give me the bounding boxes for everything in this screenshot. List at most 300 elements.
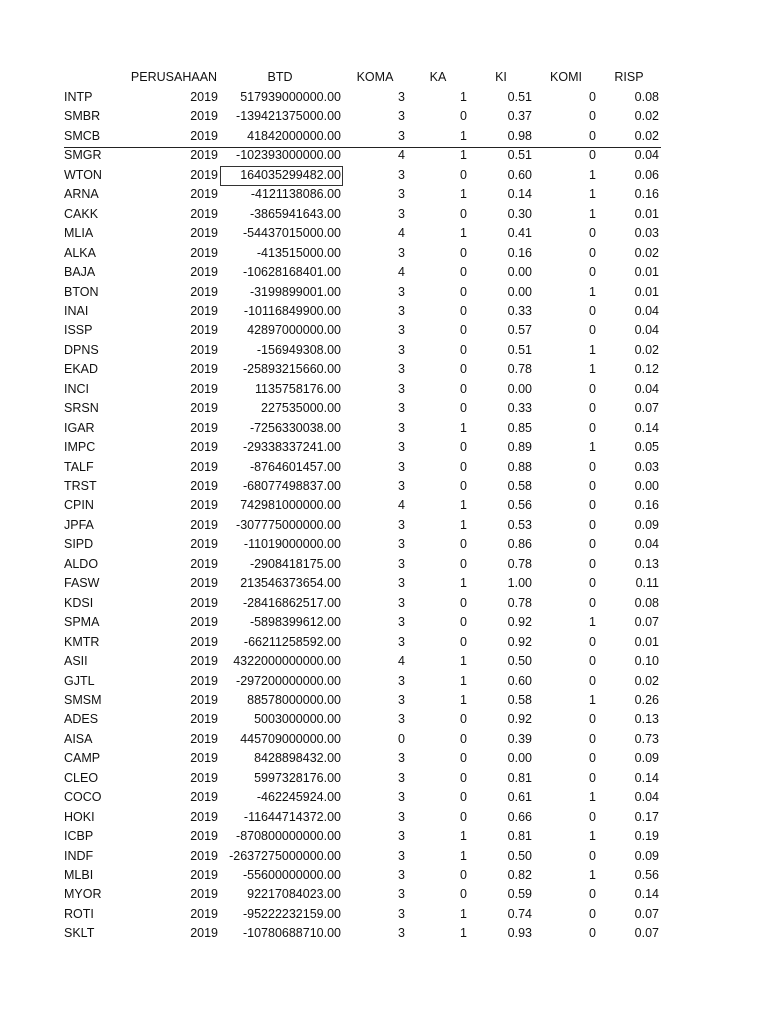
komi-cell[interactable]: 0	[589, 265, 596, 280]
company-cell[interactable]: ISSP	[64, 323, 93, 338]
company-cell[interactable]: ARNA	[64, 187, 99, 202]
risp-cell[interactable]: 0.17	[634, 809, 659, 824]
komi-cell[interactable]: 1	[589, 868, 596, 882]
btd-cell[interactable]: -413515000.00	[256, 245, 341, 260]
ki-cell[interactable]: 0.59	[507, 887, 532, 902]
koma-cell[interactable]: 3	[398, 245, 405, 260]
company-cell[interactable]: ROTI	[64, 906, 94, 921]
header-btd[interactable]: BTD	[267, 70, 293, 84]
year-cell[interactable]: 2019	[190, 595, 218, 610]
year-cell[interactable]: 2019	[190, 90, 218, 104]
ka-cell[interactable]: 0	[460, 459, 467, 474]
ki-cell[interactable]: 0.16	[507, 245, 532, 260]
koma-cell[interactable]: 3	[398, 342, 405, 357]
btd-cell[interactable]: 4322000000000.00	[233, 654, 341, 669]
risp-cell[interactable]: 0.13	[634, 712, 659, 727]
ka-cell[interactable]: 0	[460, 401, 467, 416]
koma-cell[interactable]: 3	[398, 284, 405, 299]
ka-cell[interactable]: 0	[460, 809, 467, 824]
year-cell[interactable]: 2019	[190, 284, 218, 299]
year-cell[interactable]: 2019	[190, 751, 218, 766]
btd-cell[interactable]: -462245924.00	[256, 790, 341, 805]
ka-cell[interactable]: 1	[460, 128, 467, 143]
btd-cell[interactable]: -297200000000.00	[236, 673, 341, 688]
komi-cell[interactable]: 0	[589, 420, 596, 435]
year-cell[interactable]: 2019	[190, 556, 218, 571]
ki-cell[interactable]: 0.51	[507, 148, 532, 163]
komi-cell[interactable]: 0	[589, 848, 596, 863]
ka-cell[interactable]: 0	[460, 440, 467, 455]
ki-cell[interactable]: 0.98	[507, 128, 532, 143]
btd-cell[interactable]: -29338337241.00	[242, 440, 341, 455]
risp-cell[interactable]: 0.07	[634, 401, 659, 416]
ka-cell[interactable]: 0	[460, 323, 467, 338]
year-cell[interactable]: 2019	[190, 770, 218, 785]
year-cell[interactable]: 2019	[190, 809, 218, 824]
komi-cell[interactable]: 0	[589, 906, 596, 921]
komi-cell[interactable]: 0	[589, 576, 596, 591]
risp-cell[interactable]: 0.08	[634, 595, 659, 610]
ki-cell[interactable]: 0.37	[507, 109, 532, 124]
ki-cell[interactable]: 0.78	[507, 595, 532, 610]
risp-cell[interactable]: 0.09	[634, 848, 659, 863]
risp-cell[interactable]: 0.09	[634, 517, 659, 532]
risp-cell[interactable]: 0.04	[634, 381, 659, 396]
btd-cell[interactable]: -54437015000.00	[242, 226, 341, 241]
koma-cell[interactable]: 4	[398, 148, 405, 163]
company-cell[interactable]: ICBP	[64, 829, 94, 844]
risp-cell[interactable]: 0.04	[634, 303, 659, 318]
risp-cell[interactable]: 0.04	[634, 323, 659, 338]
ki-cell[interactable]: 0.60	[507, 673, 532, 688]
ki-cell[interactable]: 0.30	[507, 206, 532, 221]
btd-cell[interactable]: 164035299482.00	[240, 167, 341, 182]
year-cell[interactable]: 2019	[190, 517, 218, 532]
year-cell[interactable]: 2019	[190, 498, 218, 513]
risp-cell[interactable]: 0.10	[634, 654, 659, 669]
company-cell[interactable]: HOKI	[64, 809, 95, 824]
risp-cell[interactable]: 0.08	[634, 90, 659, 104]
ki-cell[interactable]: 0.00	[507, 284, 532, 299]
koma-cell[interactable]: 3	[398, 109, 405, 124]
btd-cell[interactable]: -139421375000.00	[236, 109, 341, 124]
ka-cell[interactable]: 0	[460, 245, 467, 260]
year-cell[interactable]: 2019	[190, 576, 218, 591]
ki-cell[interactable]: 0.66	[507, 809, 532, 824]
btd-cell[interactable]: 88578000000.00	[247, 692, 341, 707]
risp-cell[interactable]: 0.01	[634, 284, 659, 299]
year-cell[interactable]: 2019	[190, 245, 218, 260]
komi-cell[interactable]: 0	[589, 459, 596, 474]
ka-cell[interactable]: 0	[460, 770, 467, 785]
btd-cell[interactable]: -4121138086.00	[250, 187, 341, 202]
btd-cell[interactable]: 5003000000.00	[254, 712, 341, 727]
ka-cell[interactable]: 1	[460, 90, 467, 104]
ka-cell[interactable]: 0	[460, 206, 467, 221]
ki-cell[interactable]: 0.51	[507, 342, 532, 357]
koma-cell[interactable]: 3	[398, 887, 405, 902]
company-cell[interactable]: SMGR	[64, 148, 102, 163]
koma-cell[interactable]: 3	[398, 615, 405, 630]
ka-cell[interactable]: 0	[460, 109, 467, 124]
company-cell[interactable]: SPMA	[64, 615, 100, 630]
koma-cell[interactable]: 3	[398, 401, 405, 416]
company-cell[interactable]: MLBI	[64, 868, 94, 882]
year-cell[interactable]: 2019	[190, 615, 218, 630]
risp-cell[interactable]: 0.02	[634, 109, 659, 124]
koma-cell[interactable]: 3	[398, 790, 405, 805]
komi-cell[interactable]: 0	[589, 712, 596, 727]
btd-cell[interactable]: -68077498837.00	[242, 479, 341, 493]
ka-cell[interactable]: 1	[460, 692, 467, 707]
koma-cell[interactable]: 3	[398, 479, 405, 493]
company-cell[interactable]: COCO	[64, 790, 102, 805]
year-cell[interactable]: 2019	[190, 420, 218, 435]
ki-cell[interactable]: 0.00	[507, 751, 532, 766]
risp-cell[interactable]: 0.14	[634, 420, 659, 435]
komi-cell[interactable]: 1	[589, 829, 596, 844]
header-ki[interactable]: KI	[495, 70, 507, 84]
company-cell[interactable]: AISA	[64, 731, 93, 746]
year-cell[interactable]: 2019	[190, 265, 218, 280]
koma-cell[interactable]: 3	[398, 537, 405, 552]
year-cell[interactable]: 2019	[190, 926, 218, 941]
risp-cell[interactable]: 0.05	[634, 440, 659, 455]
ka-cell[interactable]: 0	[460, 284, 467, 299]
year-cell[interactable]: 2019	[190, 323, 218, 338]
koma-cell[interactable]: 3	[398, 459, 405, 474]
ki-cell[interactable]: 0.92	[507, 615, 532, 630]
ka-cell[interactable]: 1	[460, 187, 467, 202]
btd-cell[interactable]: -3865941643.00	[249, 206, 341, 221]
komi-cell[interactable]: 0	[589, 517, 596, 532]
btd-cell[interactable]: -8764601457.00	[249, 459, 341, 474]
company-cell[interactable]: GJTL	[64, 673, 95, 688]
risp-cell[interactable]: 0.14	[634, 887, 659, 902]
risp-cell[interactable]: 0.03	[634, 459, 659, 474]
komi-cell[interactable]: 0	[589, 809, 596, 824]
ki-cell[interactable]: 0.89	[507, 440, 532, 455]
ka-cell[interactable]: 0	[460, 342, 467, 357]
risp-cell[interactable]: 0.07	[634, 906, 659, 921]
ki-cell[interactable]: 0.74	[507, 906, 532, 921]
komi-cell[interactable]: 0	[589, 887, 596, 902]
header-koma[interactable]: KOMA	[356, 70, 394, 84]
ki-cell[interactable]: 0.61	[507, 790, 532, 805]
ka-cell[interactable]: 0	[460, 167, 467, 182]
koma-cell[interactable]: 3	[398, 712, 405, 727]
koma-cell[interactable]: 0	[398, 731, 405, 746]
koma-cell[interactable]: 3	[398, 440, 405, 455]
btd-cell[interactable]: -307775000000.00	[236, 517, 341, 532]
ka-cell[interactable]: 0	[460, 751, 467, 766]
company-cell[interactable]: DPNS	[64, 342, 99, 357]
koma-cell[interactable]: 3	[398, 517, 405, 532]
risp-cell[interactable]: 0.00	[634, 479, 659, 493]
komi-cell[interactable]: 1	[589, 440, 596, 455]
risp-cell[interactable]: 0.19	[634, 829, 659, 844]
koma-cell[interactable]: 3	[398, 634, 405, 649]
komi-cell[interactable]: 0	[589, 926, 596, 941]
ki-cell[interactable]: 0.57	[507, 323, 532, 338]
komi-cell[interactable]: 0	[589, 381, 596, 396]
year-cell[interactable]: 2019	[190, 381, 218, 396]
komi-cell[interactable]: 1	[589, 187, 596, 202]
ka-cell[interactable]: 0	[460, 479, 467, 493]
risp-cell[interactable]: 0.07	[634, 615, 659, 630]
komi-cell[interactable]: 0	[589, 770, 596, 785]
risp-cell[interactable]: 0.09	[634, 751, 659, 766]
header-risp[interactable]: RISP	[614, 70, 644, 84]
risp-cell[interactable]: 0.16	[634, 498, 659, 513]
ki-cell[interactable]: 0.51	[507, 90, 532, 104]
ki-cell[interactable]: 0.92	[507, 634, 532, 649]
koma-cell[interactable]: 3	[398, 362, 405, 377]
koma-cell[interactable]: 3	[398, 829, 405, 844]
ka-cell[interactable]: 1	[460, 226, 467, 241]
company-cell[interactable]: TALF	[64, 459, 94, 474]
company-cell[interactable]: SRSN	[64, 401, 99, 416]
company-cell[interactable]: BAJA	[64, 265, 96, 280]
company-cell[interactable]: SMSM	[64, 692, 102, 707]
komi-cell[interactable]: 0	[589, 323, 596, 338]
koma-cell[interactable]: 3	[398, 381, 405, 396]
risp-cell[interactable]: 0.03	[634, 226, 659, 241]
btd-cell[interactable]: -25893215660.00	[242, 362, 341, 377]
ki-cell[interactable]: 0.58	[507, 692, 532, 707]
header-perusahaan[interactable]: PERUSAHAAN	[130, 70, 218, 84]
ka-cell[interactable]: 1	[460, 906, 467, 921]
ka-cell[interactable]: 0	[460, 303, 467, 318]
year-cell[interactable]: 2019	[190, 167, 218, 182]
company-cell[interactable]: MYOR	[64, 887, 102, 902]
risp-cell[interactable]: 0.02	[634, 128, 659, 143]
ka-cell[interactable]: 0	[460, 556, 467, 571]
company-cell[interactable]: SKLT	[64, 926, 95, 941]
komi-cell[interactable]: 1	[589, 615, 596, 630]
year-cell[interactable]: 2019	[190, 148, 218, 163]
risp-cell[interactable]: 0.06	[634, 167, 659, 182]
company-cell[interactable]: ASII	[64, 654, 88, 669]
koma-cell[interactable]: 3	[398, 926, 405, 941]
ka-cell[interactable]: 1	[460, 498, 467, 513]
btd-cell[interactable]: -870800000000.00	[236, 829, 341, 844]
year-cell[interactable]: 2019	[190, 829, 218, 844]
company-cell[interactable]: CPIN	[64, 498, 94, 513]
komi-cell[interactable]: 0	[589, 245, 596, 260]
ki-cell[interactable]: 0.78	[507, 556, 532, 571]
komi-cell[interactable]: 1	[589, 692, 596, 707]
btd-cell[interactable]: -55600000000.00	[242, 868, 341, 882]
year-cell[interactable]: 2019	[190, 731, 218, 746]
ki-cell[interactable]: 0.14	[507, 187, 532, 202]
btd-cell[interactable]: -10780688710.00	[242, 926, 341, 941]
ki-cell[interactable]: 0.33	[507, 401, 532, 416]
risp-cell[interactable]: 0.56	[634, 868, 659, 882]
year-cell[interactable]: 2019	[190, 906, 218, 921]
year-cell[interactable]: 2019	[190, 206, 218, 221]
year-cell[interactable]: 2019	[190, 868, 218, 882]
risp-cell[interactable]: 0.01	[634, 634, 659, 649]
year-cell[interactable]: 2019	[190, 187, 218, 202]
koma-cell[interactable]: 3	[398, 128, 405, 143]
risp-cell[interactable]: 0.26	[634, 692, 659, 707]
koma-cell[interactable]: 3	[398, 673, 405, 688]
btd-cell[interactable]: 92217084023.00	[247, 887, 341, 902]
koma-cell[interactable]: 3	[398, 167, 405, 182]
ka-cell[interactable]: 0	[460, 537, 467, 552]
komi-cell[interactable]: 1	[589, 206, 596, 221]
koma-cell[interactable]: 4	[398, 226, 405, 241]
company-cell[interactable]: JPFA	[64, 517, 94, 532]
ki-cell[interactable]: 0.56	[507, 498, 532, 513]
year-cell[interactable]: 2019	[190, 226, 218, 241]
ka-cell[interactable]: 1	[460, 517, 467, 532]
ka-cell[interactable]: 0	[460, 265, 467, 280]
komi-cell[interactable]: 0	[589, 751, 596, 766]
btd-cell[interactable]: 41842000000.00	[247, 128, 341, 143]
koma-cell[interactable]: 3	[398, 751, 405, 766]
year-cell[interactable]: 2019	[190, 128, 218, 143]
year-cell[interactable]: 2019	[190, 712, 218, 727]
btd-cell[interactable]: -156949308.00	[256, 342, 341, 357]
company-cell[interactable]: IGAR	[64, 420, 95, 435]
btd-cell[interactable]: 8428898432.00	[254, 751, 341, 766]
ka-cell[interactable]: 1	[460, 420, 467, 435]
btd-cell[interactable]: -5898399612.00	[249, 615, 341, 630]
btd-cell[interactable]: -2637275000000.00	[229, 848, 341, 863]
koma-cell[interactable]: 3	[398, 323, 405, 338]
koma-cell[interactable]: 3	[398, 187, 405, 202]
company-cell[interactable]: ADES	[64, 712, 99, 727]
btd-cell[interactable]: 213546373654.00	[240, 576, 341, 591]
komi-cell[interactable]: 0	[589, 226, 596, 241]
year-cell[interactable]: 2019	[190, 692, 218, 707]
btd-cell[interactable]: -66211258592.00	[243, 634, 341, 649]
ki-cell[interactable]: 0.58	[507, 479, 532, 493]
koma-cell[interactable]: 3	[398, 206, 405, 221]
year-cell[interactable]: 2019	[190, 303, 218, 318]
komi-cell[interactable]: 0	[589, 673, 596, 688]
btd-cell[interactable]: 742981000000.00	[240, 498, 341, 513]
risp-cell[interactable]: 0.07	[634, 926, 659, 941]
risp-cell[interactable]: 0.12	[634, 362, 659, 377]
year-cell[interactable]: 2019	[190, 634, 218, 649]
ki-cell[interactable]: 0.33	[507, 303, 532, 318]
company-cell[interactable]: ALDO	[64, 556, 99, 571]
ki-cell[interactable]: 0.88	[507, 459, 532, 474]
year-cell[interactable]: 2019	[190, 401, 218, 416]
btd-cell[interactable]: 517939000000.00	[240, 90, 341, 104]
ka-cell[interactable]: 1	[460, 576, 467, 591]
komi-cell[interactable]: 0	[589, 303, 596, 318]
ki-cell[interactable]: 0.60	[507, 167, 532, 182]
company-cell[interactable]: WTON	[64, 167, 102, 182]
company-cell[interactable]: BTON	[64, 284, 99, 299]
risp-cell[interactable]: 0.02	[634, 245, 659, 260]
koma-cell[interactable]: 3	[398, 595, 405, 610]
ki-cell[interactable]: 0.78	[507, 362, 532, 377]
risp-cell[interactable]: 0.13	[634, 556, 659, 571]
koma-cell[interactable]: 4	[398, 654, 405, 669]
year-cell[interactable]: 2019	[190, 790, 218, 805]
company-cell[interactable]: INTP	[64, 90, 93, 104]
komi-cell[interactable]: 1	[589, 167, 596, 182]
year-cell[interactable]: 2019	[190, 848, 218, 863]
ka-cell[interactable]: 1	[460, 654, 467, 669]
koma-cell[interactable]: 3	[398, 770, 405, 785]
ka-cell[interactable]: 0	[460, 381, 467, 396]
ka-cell[interactable]: 1	[460, 848, 467, 863]
koma-cell[interactable]: 3	[398, 556, 405, 571]
company-cell[interactable]: SMBR	[64, 109, 101, 124]
risp-cell[interactable]: 0.16	[634, 187, 659, 202]
risp-cell[interactable]: 0.04	[634, 148, 659, 163]
ki-cell[interactable]: 0.00	[507, 381, 532, 396]
company-cell[interactable]: MLIA	[64, 226, 94, 241]
koma-cell[interactable]: 4	[398, 265, 405, 280]
koma-cell[interactable]: 3	[398, 906, 405, 921]
ki-cell[interactable]: 0.92	[507, 712, 532, 727]
ki-cell[interactable]: 0.41	[507, 226, 532, 241]
company-cell[interactable]: CAKK	[64, 206, 99, 221]
btd-cell[interactable]: -95222232159.00	[242, 906, 341, 921]
ka-cell[interactable]: 0	[460, 634, 467, 649]
ki-cell[interactable]: 0.50	[507, 654, 532, 669]
btd-cell[interactable]: -10628168401.00	[242, 265, 341, 280]
komi-cell[interactable]: 0	[589, 90, 596, 104]
koma-cell[interactable]: 3	[398, 576, 405, 591]
komi-cell[interactable]: 0	[589, 595, 596, 610]
btd-cell[interactable]: -28416862517.00	[242, 595, 341, 610]
company-cell[interactable]: TRST	[64, 479, 97, 493]
btd-cell[interactable]: -10116849900.00	[243, 303, 341, 318]
btd-cell[interactable]: -3199899001.00	[249, 284, 341, 299]
company-cell[interactable]: INCI	[64, 381, 89, 396]
ki-cell[interactable]: 0.00	[507, 265, 532, 280]
year-cell[interactable]: 2019	[190, 109, 218, 124]
ki-cell[interactable]: 0.93	[507, 926, 532, 941]
year-cell[interactable]: 2019	[190, 887, 218, 902]
komi-cell[interactable]: 0	[589, 128, 596, 143]
year-cell[interactable]: 2019	[190, 459, 218, 474]
komi-cell[interactable]: 1	[589, 342, 596, 357]
company-cell[interactable]: KDSI	[64, 595, 94, 610]
btd-cell[interactable]: -11644714372.00	[243, 809, 341, 824]
ka-cell[interactable]: 0	[460, 615, 467, 630]
komi-cell[interactable]: 0	[589, 401, 596, 416]
risp-cell[interactable]: 0.73	[634, 731, 659, 746]
risp-cell[interactable]: 0.02	[634, 673, 659, 688]
ki-cell[interactable]: 0.53	[507, 517, 532, 532]
ka-cell[interactable]: 0	[460, 731, 467, 746]
company-cell[interactable]: SMCB	[64, 128, 101, 143]
btd-cell[interactable]: 5997328176.00	[254, 770, 341, 785]
btd-cell[interactable]: -2908418175.00	[249, 556, 341, 571]
company-cell[interactable]: KMTR	[64, 634, 100, 649]
komi-cell[interactable]: 0	[589, 148, 596, 163]
year-cell[interactable]: 2019	[190, 479, 218, 493]
komi-cell[interactable]: 0	[589, 498, 596, 513]
company-cell[interactable]: IMPC	[64, 440, 96, 455]
ka-cell[interactable]: 0	[460, 790, 467, 805]
risp-cell[interactable]: 0.01	[634, 265, 659, 280]
btd-cell[interactable]: -7256330038.00	[249, 420, 341, 435]
btd-cell[interactable]: 227535000.00	[261, 401, 341, 416]
year-cell[interactable]: 2019	[190, 440, 218, 455]
ki-cell[interactable]: 0.85	[507, 420, 532, 435]
company-cell[interactable]: CLEO	[64, 770, 99, 785]
